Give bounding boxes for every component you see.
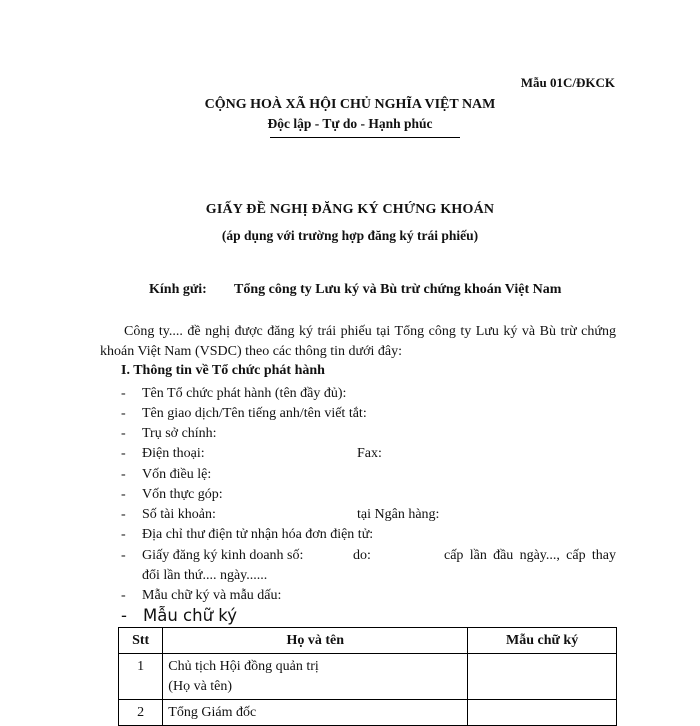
signature-table bbox=[118, 627, 617, 726]
row-name-cell bbox=[163, 654, 468, 700]
document-title: GIẤY ĐỀ NGHỊ ĐĂNG KÝ CHỨNG KHOÁN bbox=[205, 202, 495, 217]
account-number-field: Số tài khoản: bbox=[142, 507, 216, 522]
name-note: (Họ và tên) bbox=[168, 679, 233, 694]
list-dash: - bbox=[121, 606, 127, 625]
phone-field: Điện thoại: bbox=[142, 446, 205, 461]
bank-field: tại Ngân hàng: bbox=[357, 507, 440, 522]
recipient-name: Tổng công ty Lưu ký và Bù trừ chứng khoán Việt Nam bbox=[234, 282, 562, 297]
signature-heading-text: Mẫu chữ ký bbox=[143, 606, 238, 625]
list-dash: - bbox=[121, 386, 126, 401]
fax-field: Fax: bbox=[357, 446, 382, 461]
business-registration-field: Giấy đăng ký kinh doanh số: bbox=[142, 548, 304, 563]
list-dash: - bbox=[121, 426, 126, 441]
position-title: Tổng Giám đốc bbox=[168, 705, 257, 720]
business-registration-issuer: do: bbox=[353, 548, 371, 563]
einvoice-email-field: Địa chỉ thư điện tử nhận hóa đơn điện tử: bbox=[142, 527, 374, 542]
business-registration-continuation bbox=[142, 546, 616, 586]
business-registration-dates: cấp lần đầu ngày..., cấp thay đổi lần thứ.... ngày...... bbox=[142, 548, 616, 583]
issuer-name-field: Tên Tổ chức phát hành (tên đầy đủ): bbox=[142, 386, 347, 401]
row-number: 1 bbox=[119, 654, 163, 700]
national-motto: Độc lập - Tự do - Hạnh phúc bbox=[267, 116, 433, 131]
head-office-field: Trụ sở chính: bbox=[142, 426, 217, 441]
list-dash: - bbox=[121, 406, 126, 421]
list-dash: - bbox=[121, 588, 126, 603]
list-dash: - bbox=[121, 527, 126, 542]
position-title: Chủ tịch Hội đồng quản trị bbox=[168, 659, 319, 674]
table-row bbox=[119, 654, 617, 700]
column-header-signature: Mẫu chữ ký bbox=[468, 628, 617, 654]
list-dash: - bbox=[121, 548, 126, 563]
document-subtitle: (áp dụng với trường hợp đăng ký trái phiếu) bbox=[221, 228, 479, 243]
row-name-cell bbox=[163, 700, 468, 726]
paid-capital-field: Vốn thực góp: bbox=[142, 487, 223, 502]
trade-name-field: Tên giao dịch/Tên tiếng anh/tên viết tắt: bbox=[142, 406, 367, 421]
list-dash: - bbox=[121, 487, 126, 502]
table-header-row bbox=[119, 628, 617, 654]
signature-seal-field: Mẫu chữ ký và mẫu dấu: bbox=[142, 588, 282, 603]
signature-cell bbox=[468, 654, 617, 700]
charter-capital-field: Vốn điều lệ: bbox=[142, 467, 212, 482]
column-header-name: Họ và tên bbox=[163, 628, 468, 654]
national-title: CỘNG HOÀ XÃ HỘI CHỦ NGHĨA VIỆT NAM bbox=[204, 97, 496, 112]
intro-paragraph: Công ty.... đề nghị được đăng ký trái phiếu tại Tổng công ty Lưu ký và Bù trừ chứng khoán Việt Nam (VSDC) theo các thông tin dưới đây: bbox=[100, 324, 616, 359]
recipient-label: Kính gửi: bbox=[149, 282, 207, 297]
motto-underline bbox=[270, 137, 460, 138]
section-heading: I. Thông tin về Tổ chức phát hành bbox=[121, 363, 325, 378]
list-dash: - bbox=[121, 446, 126, 461]
list-dash: - bbox=[121, 467, 126, 482]
table-row bbox=[119, 700, 617, 726]
row-number: 2 bbox=[119, 700, 163, 726]
list-dash: - bbox=[121, 507, 126, 522]
signature-cell bbox=[468, 700, 617, 726]
form-code: Mẫu 01C/ĐKCK bbox=[520, 75, 615, 90]
column-header-stt: Stt bbox=[119, 628, 163, 654]
